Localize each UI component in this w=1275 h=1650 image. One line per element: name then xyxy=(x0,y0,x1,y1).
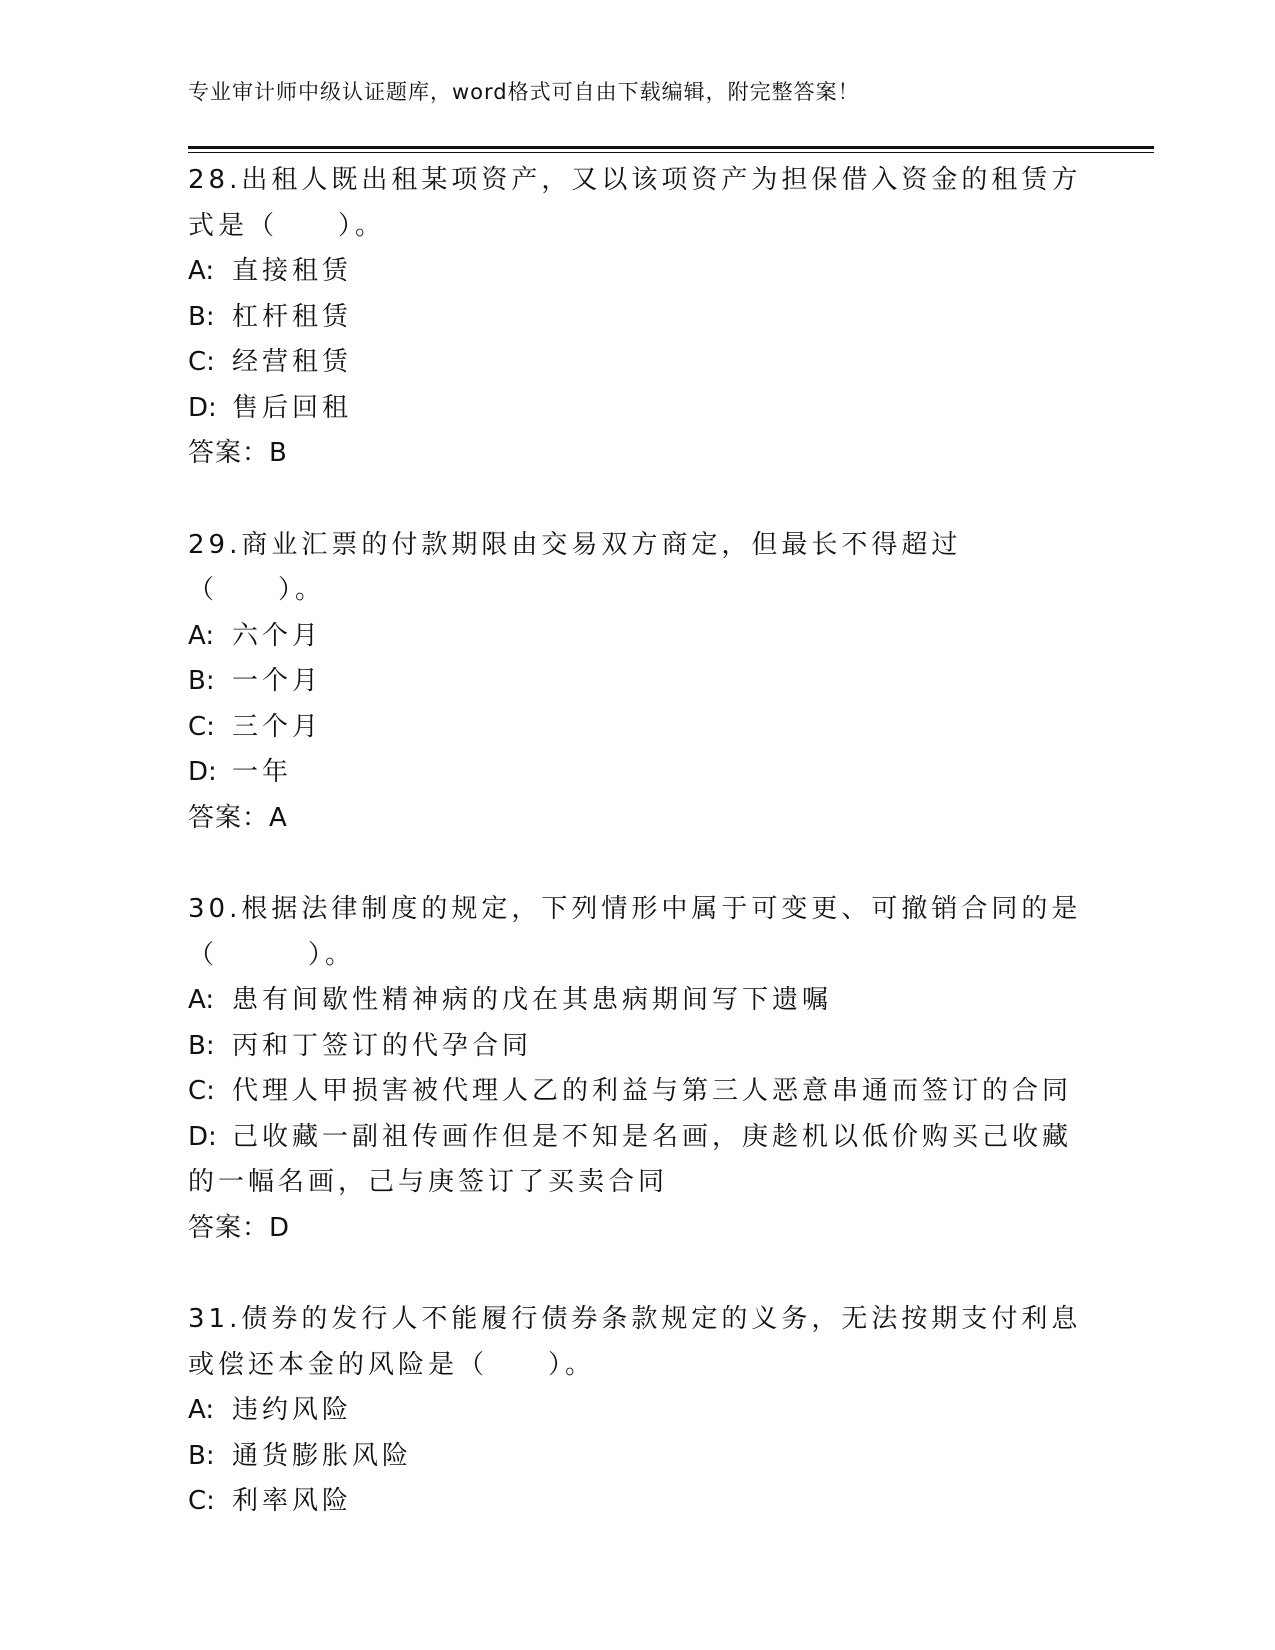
option-text: 代理人甲损害被代理人乙的利益与第三人恶意串通而签订的合同 xyxy=(232,1076,1073,1106)
option-text: 六个月 xyxy=(232,620,323,651)
option-text: 违约风险 xyxy=(232,1395,353,1425)
question-30 xyxy=(188,887,1088,1251)
option-key: B: xyxy=(188,1030,215,1061)
option-d xyxy=(188,386,1088,432)
option-key: C: xyxy=(188,347,215,377)
option-key: D: xyxy=(188,1121,217,1152)
option-c xyxy=(188,340,1088,386)
answer-value: A xyxy=(269,802,288,833)
answer-label: 答案： xyxy=(188,802,270,833)
option-key: B: xyxy=(188,301,215,332)
option-key: B: xyxy=(188,1440,215,1471)
question-stem: 31.债券的发行人不能履行债券条款规定的义务，无法按期支付利息或偿还本金的风险是（ ）。 xyxy=(188,1304,1082,1380)
option-text: 患有间歇性精神病的戊在其患病期间写下遗嘱 xyxy=(232,985,833,1015)
option-text: 三个月 xyxy=(232,711,323,742)
answer-label: 答案： xyxy=(188,1212,270,1243)
option-c xyxy=(188,705,1088,751)
question-stem: 29.商业汇票的付款期限由交易双方商定，但最长不得超过（ ）。 xyxy=(188,529,962,605)
option-a xyxy=(188,249,1088,295)
option-key: A: xyxy=(188,620,215,651)
header-rule-thin xyxy=(188,152,1154,153)
question-28 xyxy=(188,158,1088,477)
option-d xyxy=(188,1115,1088,1206)
option-text: 一年 xyxy=(232,757,293,787)
answer-line xyxy=(188,1206,1088,1252)
question-29 xyxy=(188,523,1088,842)
answer-value: B xyxy=(269,438,288,468)
option-key: D: xyxy=(188,392,217,423)
answer-line xyxy=(188,796,1088,842)
option-text: 直接租赁 xyxy=(232,256,353,286)
option-a xyxy=(188,978,1088,1024)
question-31 xyxy=(188,1297,1088,1525)
answer-label: 答案： xyxy=(188,438,270,468)
option-key: B: xyxy=(188,666,215,696)
option-key: A: xyxy=(188,256,215,286)
question-list xyxy=(188,158,1088,1571)
option-key: A: xyxy=(188,1395,215,1425)
header-rule-thick xyxy=(188,146,1154,149)
option-text: 一个月 xyxy=(232,666,323,696)
question-stem: 28.出租人既出租某项资产，又以该项资产为担保借入资金的租赁方式是（ ）。 xyxy=(188,165,1082,241)
option-text: 经营租赁 xyxy=(232,347,353,377)
option-text: 通货膨胀风险 xyxy=(232,1440,413,1471)
option-key: C: xyxy=(188,1076,215,1106)
option-text: 售后回租 xyxy=(232,392,353,423)
option-text: 利率风险 xyxy=(232,1486,353,1516)
option-key: D: xyxy=(188,757,217,787)
option-key: C: xyxy=(188,1486,215,1516)
option-text: 杠杆租赁 xyxy=(232,301,353,332)
option-text: 己收藏一副祖传画作但是不知是名画，庚趁机以低价购买己收藏的一幅名画，己与庚签订了买卖合同 xyxy=(188,1121,1073,1197)
option-b xyxy=(188,1024,1088,1070)
option-c xyxy=(188,1069,1088,1115)
option-d xyxy=(188,750,1088,796)
option-a xyxy=(188,1388,1088,1434)
option-text: 丙和丁签订的代孕合同 xyxy=(232,1030,533,1061)
answer-line xyxy=(188,431,1088,477)
option-key: A: xyxy=(188,985,215,1015)
option-b xyxy=(188,659,1088,705)
option-key: C: xyxy=(188,711,215,742)
page-header: 专业审计师中级认证题库，word格式可自由下载编辑，附完整答案！ xyxy=(188,80,860,104)
option-b xyxy=(188,295,1088,341)
question-stem: 30.根据法律制度的规定，下列情形中属于可变更、可撤销合同的是（ ）。 xyxy=(188,894,1082,970)
option-c xyxy=(188,1479,1088,1525)
answer-value: D xyxy=(269,1212,291,1243)
option-a xyxy=(188,614,1088,660)
option-b xyxy=(188,1434,1088,1480)
